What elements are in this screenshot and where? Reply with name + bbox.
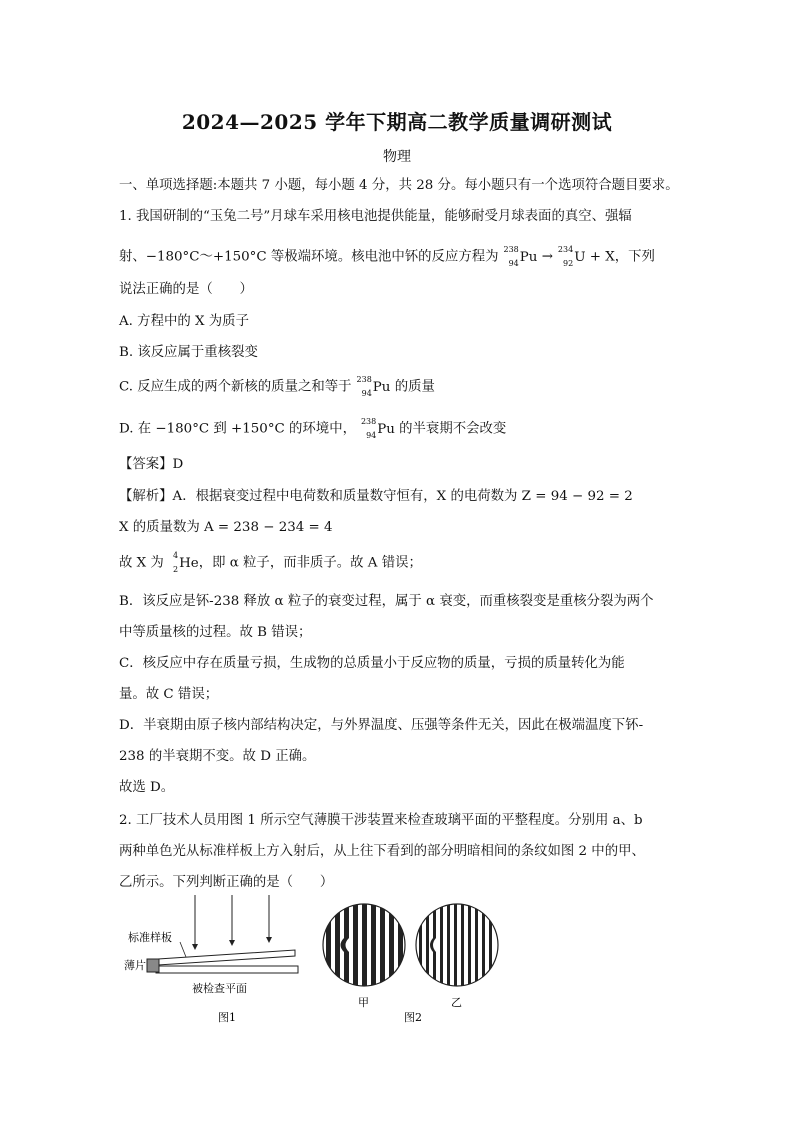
q1-option-d xyxy=(119,417,507,440)
q1-analysis-c2: 量。故 C 错误； xyxy=(119,687,219,702)
q2-line1: 2. 工厂技术人员用图 1 所示空气薄膜干涉装置来检查玻璃平面的平整程度。分别用 a、b xyxy=(119,813,643,828)
he-symbol: He xyxy=(179,555,199,571)
analysis3-text-b: ，即 α 粒子，而非质子。故 A 错误； xyxy=(198,555,422,571)
q1-option-c xyxy=(119,375,435,398)
q1-line1: 1. 我国研制的“玉兔二号”月球车采用核电池提供能量，能够耐受月球表面的真空、强辐 xyxy=(119,209,632,224)
pu-symbol-d: Pu xyxy=(377,421,395,437)
q1-line2-text-b: ，下列 xyxy=(614,249,655,265)
figure-2-fringes xyxy=(320,900,510,1030)
pu-symbol-c: Pu xyxy=(372,379,391,395)
figure-1-caption: 图1 xyxy=(218,1011,236,1024)
label-inspected-surface: 被检查平面 xyxy=(192,982,247,995)
plus-x: + X xyxy=(589,249,615,265)
q1-analysis-b1: B．该反应是钚-238 释放 α 粒子的衰变过程，属于 α 衰变，而重核裂变是重核分裂为两个 xyxy=(119,594,654,609)
fringes-yi xyxy=(413,900,503,990)
label-yi: 乙 xyxy=(451,996,462,1009)
fringes-jia xyxy=(320,900,410,990)
pu-symbol: Pu xyxy=(519,249,538,265)
option-d-text-b: 的半衰期不会改变 xyxy=(399,421,507,437)
q1-line3: 说法正确的是（ ） xyxy=(119,282,253,297)
nuclide-u-234: 234 92 xyxy=(557,245,574,268)
q2-line2: 两种单色光从标准样板上方入射后，从上往下看到的部分明暗相间的条纹如图 2 中的甲、 xyxy=(119,844,645,859)
q1-line2 xyxy=(119,245,655,268)
nuclide-he-4: 4 2 xyxy=(173,551,179,574)
q1-analysis-1: 【解析】A．根据衰变过程中电荷数和质量数守恒有，X 的电荷数为 Z = 94 − 92 = 2 xyxy=(119,489,633,504)
nuclide-pu-238-d: 238 94 xyxy=(360,417,377,440)
q1-analysis-d1: D．半衰期由原子核内部结构决定，与外界温度、压强等条件无关，因此在极端温度下钚- xyxy=(119,718,644,733)
q1-conclusion: 故选 D。 xyxy=(119,780,175,795)
nuclide-pu-238-c: 238 94 xyxy=(356,375,372,398)
q1-analysis-2: X 的质量数为 A = 238 − 234 = 4 xyxy=(119,520,333,535)
q1-analysis-c1: C．核反应中存在质量亏损，生成物的总质量小于反应物的质量，亏损的质量转化为能 xyxy=(119,656,625,671)
reaction-arrow: → xyxy=(541,249,553,265)
label-jia: 甲 xyxy=(358,996,369,1009)
option-c-text-a: C. 反应生成的两个新核的质量之和等于 xyxy=(119,379,352,395)
exam-title: 2024—2025 学年下期高二教学质量调研测试 xyxy=(181,110,613,134)
u-symbol: U xyxy=(574,249,586,265)
q1-analysis-b2: 中等质量核的过程。故 B 错误； xyxy=(119,625,312,640)
option-d-text-a: D. 在 −180°C 到 +150°C 的环境中， xyxy=(119,421,356,437)
figure-1-air-wedge xyxy=(120,893,320,1028)
subject-label: 物理 xyxy=(383,149,411,165)
figure-2-caption: 图2 xyxy=(404,1011,422,1024)
q1-answer: 【答案】D xyxy=(119,457,184,472)
section-header: 一、单项选择题:本题共 7 小题，每小题 4 分，共 28 分。每小题只有一个选项符合题目要求。 xyxy=(119,178,679,193)
q1-option-a: A. 方程中的 X 为质子 xyxy=(119,314,249,329)
label-thin-sheet: 薄片 xyxy=(124,959,146,972)
q1-line2-text-a: 射、−180°C～+150°C 等极端环境。核电池中钚的反应方程为 xyxy=(119,249,499,265)
nuclide-pu-238: 238 94 xyxy=(503,245,519,268)
q2-line3: 乙所示。下列判断正确的是（ ） xyxy=(119,875,334,890)
q1-analysis-d2: 238 的半衰期不变。故 D 正确。 xyxy=(119,749,316,764)
q1-option-b: B. 该反应属于重核裂变 xyxy=(119,345,258,360)
label-standard-plate: 标准样板 xyxy=(128,931,172,944)
analysis3-text-a: 故 X 为 xyxy=(119,555,164,571)
option-c-text-b: 的质量 xyxy=(394,379,435,395)
q1-analysis-3 xyxy=(119,551,422,574)
